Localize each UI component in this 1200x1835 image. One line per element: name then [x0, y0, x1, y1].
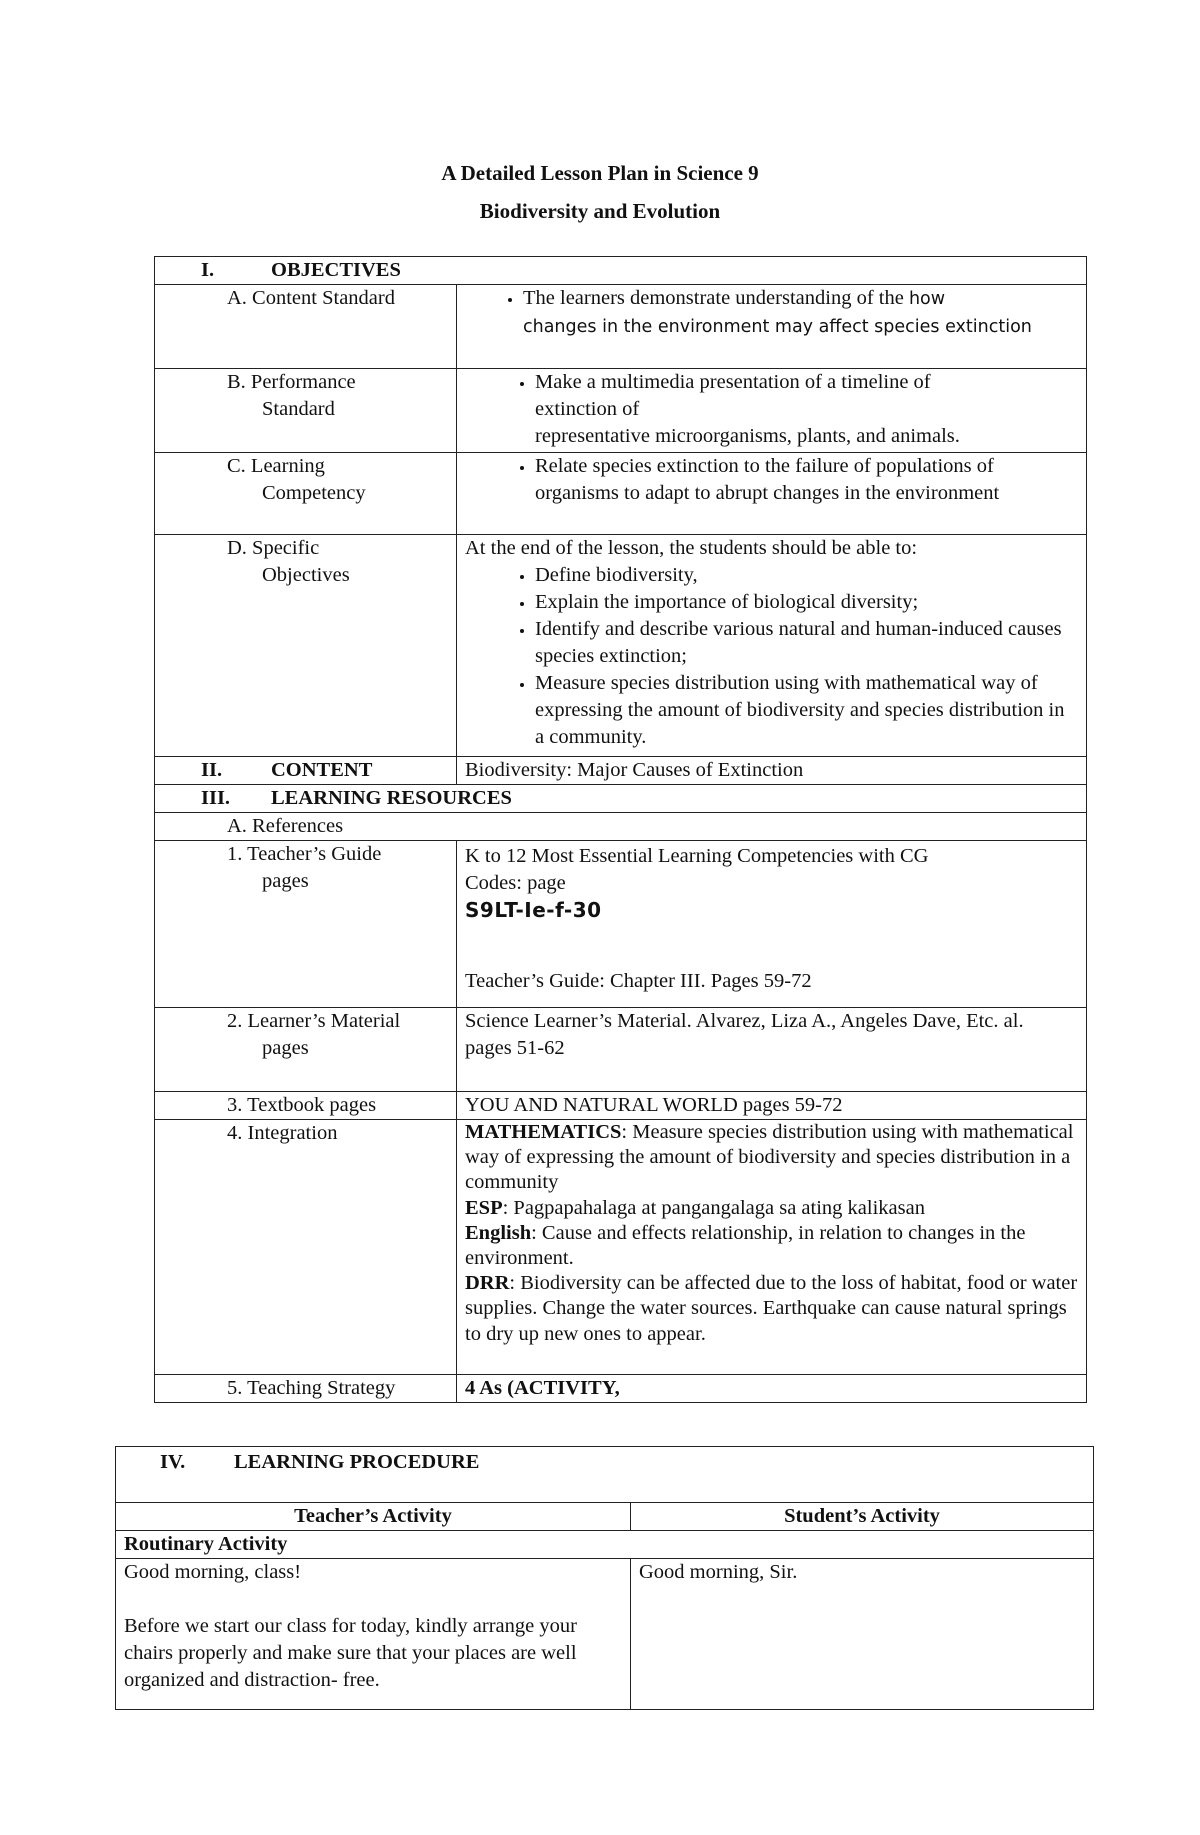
integration-cell: [457, 1120, 1087, 1375]
learners-material-label-1: 2. Learner’s Material: [227, 1010, 401, 1032]
student-activity-cell: [631, 1559, 1094, 1710]
procedure-num: IV.: [160, 1451, 186, 1473]
content-title: CONTENT: [271, 759, 373, 781]
teacher-greeting: Good morning, class!: [124, 1561, 302, 1583]
integration-english-label: English: [465, 1221, 532, 1244]
performance-standard-line-3: representative microorganisms, plants, and animals.: [535, 425, 960, 447]
teachers-guide-label-2: pages: [262, 870, 309, 892]
performance-standard-label-1: B. Performance: [227, 371, 356, 393]
teacher-activity-header: Teacher’s Activity: [116, 1503, 631, 1531]
learning-procedure-table: [115, 1446, 1094, 1710]
strategy-label: 5. Teaching Strategy: [155, 1375, 457, 1403]
page-subtitle: Biodiversity and Evolution: [479, 199, 721, 223]
integration-esp-text: : Pagpapahalaga at pangangalaga sa ating kalikasan: [502, 1196, 925, 1219]
integration-drr-label: DRR: [465, 1272, 510, 1295]
specific-objectives-intro: At the end of the lesson, the students should be able to:: [465, 537, 918, 559]
teachers-guide-label-1: 1. Teacher’s Guide: [227, 843, 382, 865]
learners-material-label: [155, 1008, 457, 1092]
resources-title: LEARNING RESOURCES: [271, 787, 512, 809]
teachers-guide-line-2: Codes: page: [465, 872, 566, 894]
teachers-guide-label: [155, 841, 457, 1008]
performance-standard-line-1: Make a multimedia presentation of a timeline of: [535, 371, 931, 393]
specific-objective-item: • Define biodiversity,: [535, 562, 1078, 589]
specific-objectives-cell: [457, 535, 1087, 757]
integration-drr-text: : Biodiversity can be affected due to the loss of habitat, food or water supplies. Change the water sources. Earthquake can cause natural springs to dry up new ones to appear.: [465, 1272, 1078, 1345]
learners-material-cell: [457, 1008, 1087, 1092]
student-greeting: Good morning, Sir.: [639, 1561, 798, 1583]
learning-competency-label-1: C. Learning: [227, 455, 325, 477]
content-value: Biodiversity: Major Causes of Extinction: [457, 757, 1087, 785]
procedure-heading: [116, 1447, 1094, 1503]
learners-material-label-2: pages: [262, 1037, 309, 1059]
teachers-guide-cell: [457, 841, 1087, 1008]
objectives-heading: [155, 257, 1087, 285]
teachers-guide-line-3: Teacher’s Guide: Chapter III. Pages 59-72: [465, 970, 812, 992]
integration-english-text: : Cause and effects relationship, in relation to changes in the environment.: [465, 1221, 1026, 1270]
learning-competency-label-2: Competency: [262, 482, 366, 504]
teacher-activity-cell: [116, 1559, 631, 1710]
page-title: A Detailed Lesson Plan in Science 9: [441, 161, 759, 185]
objectives-title: OBJECTIVES: [271, 259, 401, 281]
integration-esp: [465, 1196, 1078, 1221]
lesson-plan-table: [154, 256, 1087, 1403]
content-heading: [155, 757, 457, 785]
specific-objective-item: • Identify and describe various natural and human-induced causes species extinction;: [535, 616, 1078, 670]
integration-esp-label: ESP: [465, 1196, 503, 1219]
learning-competency-label: [155, 453, 457, 535]
teachers-guide-code: S9LT-Ie-f-30: [465, 898, 602, 922]
learners-material-line-2: pages 51-62: [465, 1037, 565, 1059]
content-standard-text-sans-2: changes in the environment may affect species extinction: [523, 317, 1032, 337]
resources-num: III.: [201, 787, 231, 809]
integration-drr: [465, 1271, 1078, 1347]
content-num: II.: [201, 759, 223, 781]
content-standard-text-serif: The learners demonstrate understanding of the: [523, 287, 904, 309]
teacher-instruction: Before we start our class for today, kindly arrange your chairs properly and make sure that your places are well organized and distraction- free.: [124, 1615, 577, 1691]
student-activity-header: Student’s Activity: [631, 1503, 1094, 1531]
specific-objectives-label-2: Objectives: [262, 564, 350, 586]
teachers-guide-line-1: K to 12 Most Essential Learning Competencies with CG: [465, 845, 929, 867]
routinary-activity-heading: Routinary Activity: [116, 1531, 1094, 1559]
integration-math-label: MATHEMATICS: [465, 1121, 622, 1143]
performance-standard-cell: [457, 369, 1087, 453]
strategy-value: 4 As (ACTIVITY,: [457, 1375, 1087, 1403]
references-label: A. References: [155, 813, 1087, 841]
objectives-num: I.: [201, 259, 215, 281]
textbook-value: YOU AND NATURAL WORLD pages 59-72: [457, 1092, 1087, 1120]
resources-heading: [155, 785, 1087, 813]
content-standard-label: A. Content Standard: [155, 285, 457, 369]
specific-objective-item: • Measure species distribution using with mathematical way of expressing the amount of biodiversity and species distribution in a community.: [535, 670, 1078, 751]
specific-objectives-label-1: D. Specific: [227, 537, 320, 559]
integration-label: 4. Integration: [155, 1120, 457, 1375]
textbook-label: 3. Textbook pages: [155, 1092, 457, 1120]
specific-objective-item: • Explain the importance of biological diversity;: [535, 589, 1078, 616]
specific-objectives-label: [155, 535, 457, 757]
learners-material-line-1: Science Learner’s Material. Alvarez, Liza A., Angeles Dave, Etc. al.: [465, 1010, 1024, 1032]
learning-competency-cell: [457, 453, 1087, 535]
integration-english: [465, 1221, 1078, 1271]
content-standard-text: [523, 285, 1078, 341]
performance-standard-line-2: extinction of: [535, 398, 640, 420]
learning-competency-text: • Relate species extinction to the failure of populations of organisms to adapt to abrupt changes in the environment: [535, 453, 1078, 507]
integration-math-text: : Measure species distribution using with mathematical way of expressing the amount of biodiversity and species distribution in a community: [465, 1121, 1074, 1194]
content-standard-text-sans-1: how: [908, 289, 946, 309]
integration-math: [465, 1120, 1078, 1196]
performance-standard-label-2: Standard: [262, 398, 335, 420]
content-standard-cell: [457, 285, 1087, 369]
performance-standard-label: [155, 369, 457, 453]
procedure-title: LEARNING PROCEDURE: [234, 1451, 480, 1473]
